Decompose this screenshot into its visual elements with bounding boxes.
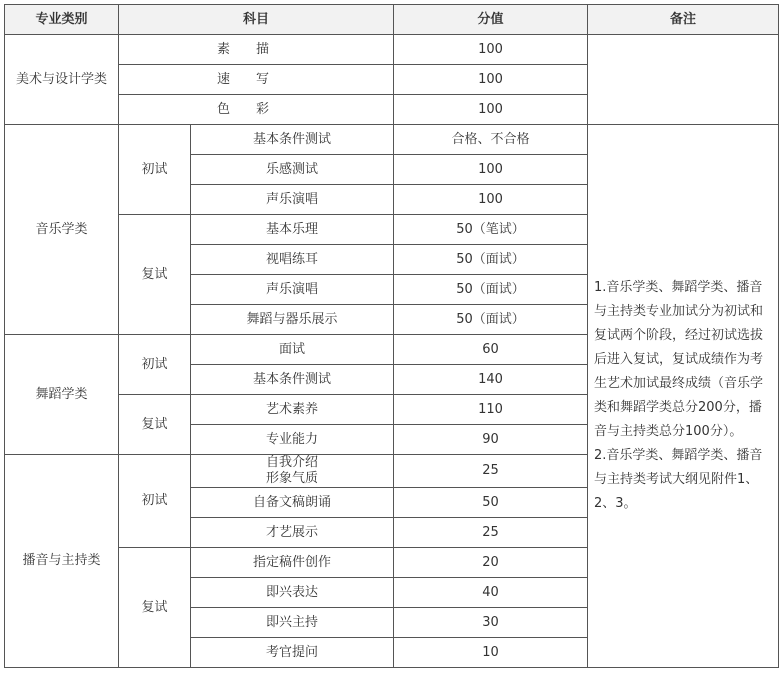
score-cell: 90 [394,425,588,455]
score-cell: 25 [394,518,588,548]
category-broadcast: 播音与主持类 [5,455,119,668]
note-line: 后进入复试，复试成绩作为考 [594,352,764,367]
subject-cell: 色彩 [119,95,394,125]
table-row [5,125,779,155]
score-cell: 50（笔试） [394,215,588,245]
category-dance: 舞蹈学类 [5,335,119,455]
stage-cell: 初试 [119,125,191,215]
note-empty-cell [588,35,779,125]
note-line: 与主持类考试大纲见附件1、 [594,472,759,487]
subject-cell [191,455,394,488]
note-line: 1.音乐学类、舞蹈学类、播音 [594,280,763,295]
score-cell: 50（面试） [394,245,588,275]
score-cell: 100 [394,95,588,125]
category-art: 美术与设计学类 [5,35,119,125]
subject-cell: 速写 [119,65,394,95]
score-cell: 10 [394,638,588,668]
score-cell: 50 [394,488,588,518]
subject-cell: 艺术素养 [191,395,394,425]
note-line: 与主持类专业加试分为初试和 [594,304,764,319]
stage-cell: 复试 [119,215,191,335]
header-category: 专业类别 [5,5,119,35]
score-cell: 30 [394,608,588,638]
score-cell: 50（面试） [394,275,588,305]
score-cell: 140 [394,365,588,395]
subject-cell: 基本条件测试 [191,125,394,155]
score-cell: 50（面试） [394,305,588,335]
score-cell: 110 [394,395,588,425]
subject-cell: 考官提问 [191,638,394,668]
note-line: 生艺术加试最终成绩（音乐学 [594,376,764,391]
subject-cell: 基本乐理 [191,215,394,245]
subject-cell: 才艺展示 [191,518,394,548]
subject-cell: 舞蹈与器乐展示 [191,305,394,335]
subject-cell: 素描 [119,35,394,65]
table-row [5,35,779,65]
score-cell: 25 [394,455,588,488]
score-cell: 60 [394,335,588,365]
subject-cell: 乐感测试 [191,155,394,185]
subject-line: 形象气质 [266,471,319,486]
stage-cell: 初试 [119,335,191,395]
header-row [5,5,779,35]
note-cell [588,125,779,668]
subject-cell: 指定稿件创作 [191,548,394,578]
header-subject: 科目 [119,5,394,35]
note-line: 音与主持类总分100分）。 [594,424,743,439]
subject-cell: 面试 [191,335,394,365]
subject-cell: 专业能力 [191,425,394,455]
category-music: 音乐学类 [5,125,119,335]
stage-cell: 复试 [119,395,191,455]
score-cell: 100 [394,35,588,65]
score-cell: 100 [394,65,588,95]
subject-cell: 声乐演唱 [191,185,394,215]
subject-cell: 声乐演唱 [191,275,394,305]
subject-cell: 视唱练耳 [191,245,394,275]
note-line: 类和舞蹈学类总分200分，播 [594,400,762,415]
subject-cell: 基本条件测试 [191,365,394,395]
header-note: 备注 [588,5,779,35]
note-line: 2.音乐学类、舞蹈学类、播音 [594,448,763,463]
subject-cell: 即兴主持 [191,608,394,638]
note-line: 复试两个阶段，经过初试选拔 [594,328,764,343]
note-line: 2、3。 [594,496,637,511]
score-cell: 100 [394,155,588,185]
subject-cell: 即兴表达 [191,578,394,608]
subject-cell: 自备文稿朗诵 [191,488,394,518]
subject-line: 自我介绍 [266,455,319,470]
score-table [4,4,779,668]
stage-cell: 复试 [119,548,191,668]
score-cell: 20 [394,548,588,578]
score-cell: 40 [394,578,588,608]
score-cell: 合格、不合格 [394,125,588,155]
header-score: 分值 [394,5,588,35]
score-cell: 100 [394,185,588,215]
stage-cell: 初试 [119,455,191,548]
